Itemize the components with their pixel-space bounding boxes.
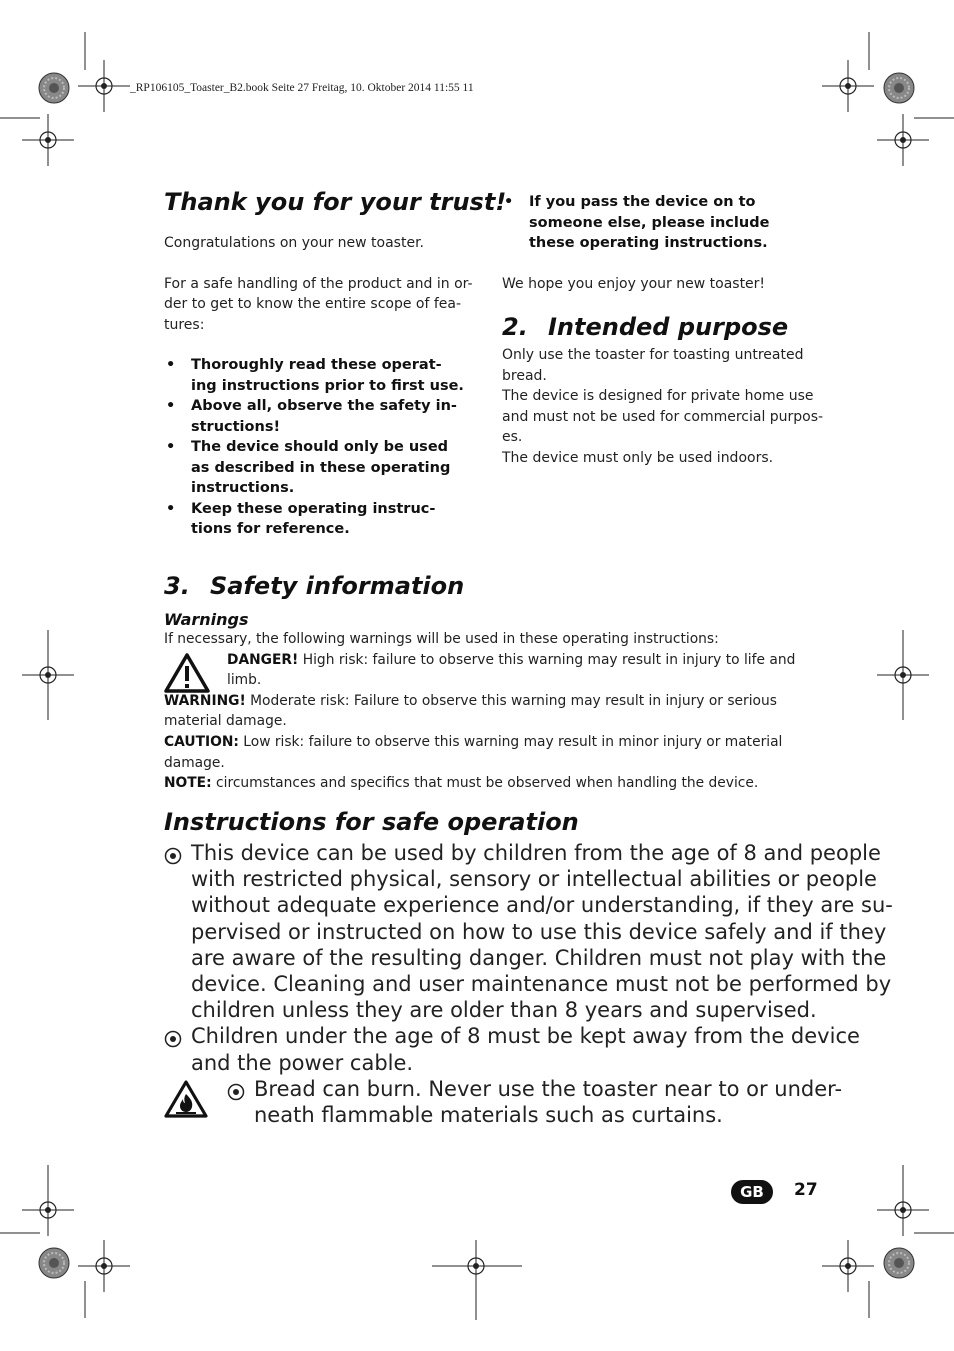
safe-operation-heading: Instructions for safe operation (164, 808, 579, 836)
note-text: circumstances and specifics that must be observed when handling the device. (211, 775, 759, 792)
caution-label: CAUTION: (164, 733, 239, 750)
bullet-circle-icon (164, 1028, 182, 1054)
caution-text-cont: damage. (164, 754, 225, 771)
safe-operation-section (164, 808, 893, 1128)
right-column (502, 192, 827, 468)
intro-paragraph (164, 274, 489, 336)
section-3-heading: 3. Safety information (164, 572, 465, 600)
danger-label: DANGER! (227, 651, 299, 668)
bullet-item: • The device should only be used as described in these operating instructions. (166, 439, 451, 496)
page-number: 27 (794, 1180, 818, 1200)
warning-triangle-icon (164, 653, 210, 693)
bullet-item: • If you pass the device on to someone else, please include these operating instructions. (504, 194, 770, 251)
key-instructions-list (164, 355, 489, 540)
warnings-heading: Warnings (164, 610, 249, 629)
bullet-item: • Above all, observe the safety in- structions! (166, 398, 457, 435)
section-2-heading: 2. Intended purpose (502, 313, 789, 341)
note-label: NOTE: (164, 775, 212, 792)
danger-text: High risk: failure to observe this warning may result in injury to life and (298, 651, 796, 668)
danger-text-cont: limb. (227, 672, 262, 689)
warning-label: WARNING! (164, 692, 246, 709)
book-file-header: _RP106105_Toaster_B2.book Seite 27 Freitag, 10. Oktober 2014 11:55 11 (130, 82, 474, 94)
bullet-item: • Thoroughly read these operat- ing instructions prior to first use. (166, 357, 464, 394)
bullet-circle-icon (164, 845, 182, 871)
language-badge: GB (731, 1180, 773, 1204)
purpose-paragraph: Only use the toaster for toasting untreated bread. The device is designed for private home use and must not be used for commercial purpos- es. The device must only be used indoors. (502, 347, 824, 466)
title-thank-you: Thank you for your trust! (164, 188, 507, 216)
warning-text-cont: material damage. (164, 713, 287, 730)
intro-line: For a safe handling of the product and in or- (164, 275, 473, 292)
safety-item-children: This device can be used by children from the age of 8 and people with restricted physical, sensory or intellectual abilities or people without adequate experience and/or understanding, if they are su- pervised or instructed on how to use this device safely and if they are aware of the resulting danger. Children must not play with the device. Cleaning and user maintenance must not be performed by children unless they are older than 8 years and supervised. (164, 840, 834, 1023)
safety-item-under-8: Children under the age of 8 must be kept away from the device and the power cable. (164, 1023, 834, 1075)
danger-block (164, 650, 829, 691)
bullet-circle-icon (227, 1081, 245, 1107)
left-column (164, 188, 507, 540)
safety-item-bread-burn: Bread can burn. Never use the toaster near to or under- neath flammable materials such as curtains. (227, 1076, 834, 1128)
intro-line: der to get to know the entire scope of fea- (164, 296, 462, 312)
warnings-intro: If necessary, the following warnings will be used in these operating instructions: (164, 631, 719, 647)
flammable-warning-icon (164, 1080, 208, 1118)
fire-warning-block (164, 1076, 843, 1128)
safety-section (164, 572, 829, 794)
enjoy-text: We hope you enjoy your new toaster! (502, 275, 766, 292)
warning-text: Moderate risk: Failure to observe this warning may result in injury or serious (245, 692, 777, 709)
congrats-text: Congratulations on your new toaster. (164, 235, 424, 251)
pass-on-list (502, 192, 827, 254)
bullet-item: • Keep these operating instruc- tions for reference. (166, 500, 436, 537)
intro-line: tures: (164, 316, 205, 333)
caution-text: Low risk: failure to observe this warning may result in minor injury or material (238, 733, 783, 750)
